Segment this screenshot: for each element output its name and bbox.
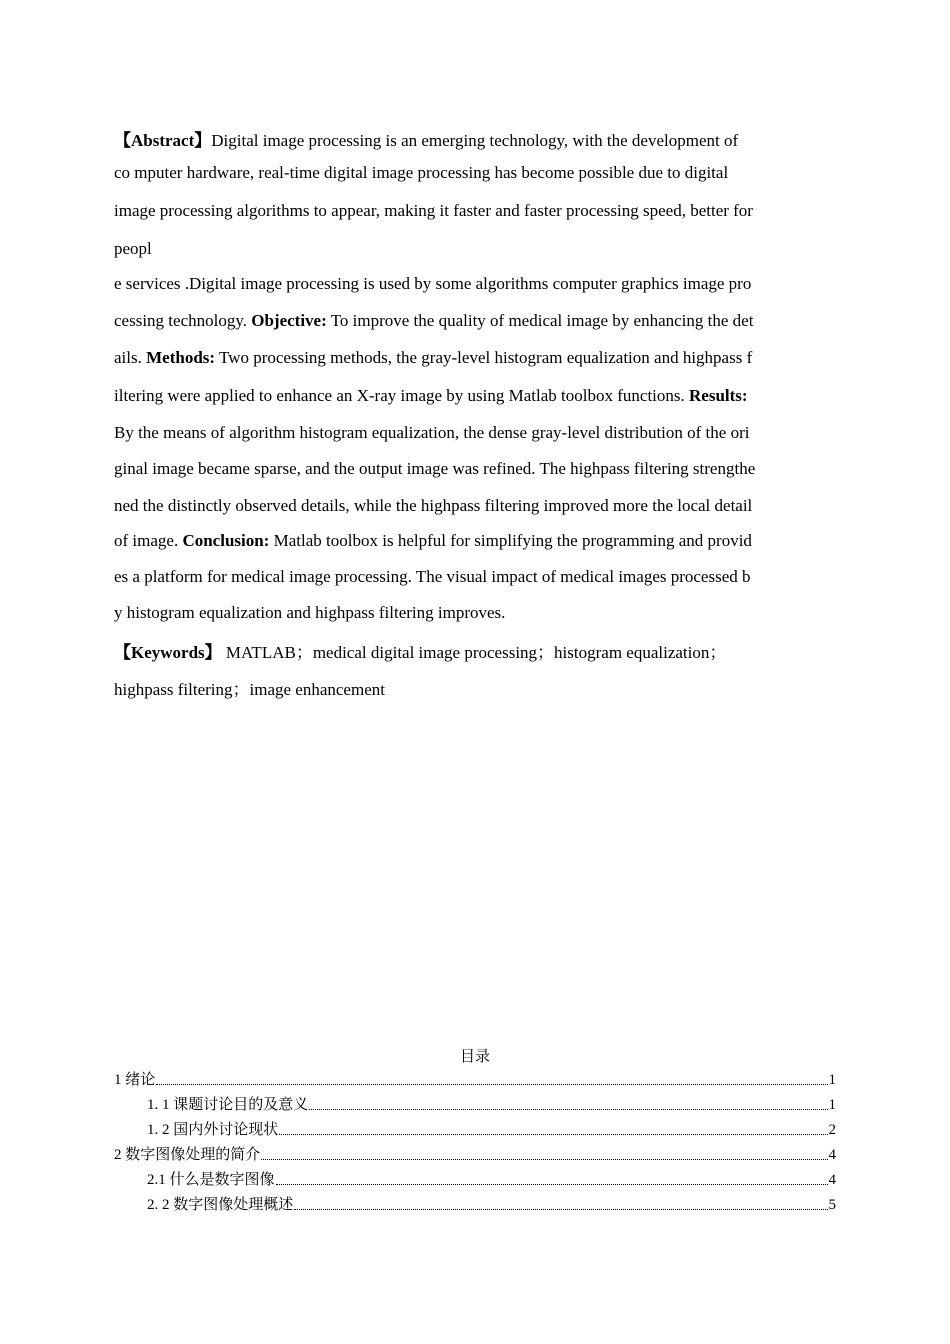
results-label: Results: [689,386,748,405]
abstract-text: iltering were applied to enhance an X-ray image by using Matlab toolbox functions. [114,386,690,405]
abstract-text: Two processing methods, the gray-level histogram equalization and highpass f [215,348,753,367]
toc-entry[interactable] [147,1169,836,1189]
toc-entry-label: 1. 1 课题讨论目的及意义 [147,1097,309,1113]
toc-entry-label: 2.1 什么是数字图像 [147,1172,275,1188]
toc-leader [294,1209,827,1210]
abstract-text: ails. [114,348,147,367]
toc-entry-page: 1 [828,1072,836,1088]
objective-label: Objective: [251,311,327,330]
abstract-text: cessing technology. [114,311,252,330]
abstract-line [114,348,752,368]
abstract-line: By the means of algorithm histogram equalization, the dense gray-level distribution of the ori [114,423,750,442]
conclusion-label: Conclusion: [182,531,270,550]
toc-title: 目录 [459,1049,490,1065]
methods-label: Methods: [146,348,216,367]
abstract-line: ned the distinctly observed details, while the highpass filtering improved more the local detail [114,496,753,515]
toc-leader [276,1184,828,1185]
keywords-line: highpass filtering；image enhancement [114,680,385,699]
toc-entry[interactable] [147,1194,836,1214]
toc-leader [309,1109,827,1110]
toc-leader [156,1084,827,1085]
abstract-line: y histogram equalization and highpass filtering improves. [114,603,506,622]
toc-entry[interactable] [114,1144,836,1164]
abstract-line: ginal image became sparse, and the output image was refined. The highpass filtering strengthe [114,459,756,478]
abstract-text: of image. [114,531,183,550]
abstract-line: es a platform for medical image processing. The visual impact of medical images processed b [114,567,751,586]
abstract-text: Matlab toolbox is helpful for simplifying the programming and provid [269,531,752,550]
abstract-heading: 【Abstract】 [114,131,212,150]
toc-leader [279,1134,827,1135]
abstract-line [114,311,753,331]
keywords-line [114,638,726,663]
toc-leader [261,1159,827,1160]
abstract-text: To improve the quality of medical image by enhancing the det [326,311,754,330]
abstract-line [114,531,752,551]
toc-entry[interactable] [147,1119,836,1139]
toc-entry-page: 4 [828,1147,836,1163]
abstract-line: e services .Digital image processing is used by some algorithms computer graphics image pro [114,274,752,293]
toc-entry-label: 2 数字图像处理的简介 [114,1147,261,1163]
keywords-heading: 【Keywords】 [114,643,222,662]
abstract-line [114,126,738,151]
abstract-text: Digital image processing is an emerging technology, with the development of [211,131,739,150]
toc-entry-label: 2. 2 数字图像处理概述 [147,1197,294,1213]
toc-entry-page: 2 [828,1122,836,1138]
toc-entry-page: 4 [828,1172,836,1188]
toc-entry-label: 1 绪论 [114,1072,156,1088]
abstract-line: peopl [114,239,152,258]
toc-entry[interactable] [114,1069,836,1089]
toc-entry-label: 1. 2 国内外讨论现状 [147,1122,279,1138]
toc-entry-page: 5 [828,1197,836,1213]
toc-entry[interactable] [147,1094,836,1114]
abstract-line: image processing algorithms to appear, making it faster and faster processing speed, better for [114,201,753,220]
toc-entry-page: 1 [828,1097,836,1113]
keywords-text: MATLAB；medical digital image processing；histogram equalization； [221,643,727,662]
abstract-line [114,386,748,406]
abstract-line: co mputer hardware, real-time digital image processing has become possible due to digital [114,163,729,182]
